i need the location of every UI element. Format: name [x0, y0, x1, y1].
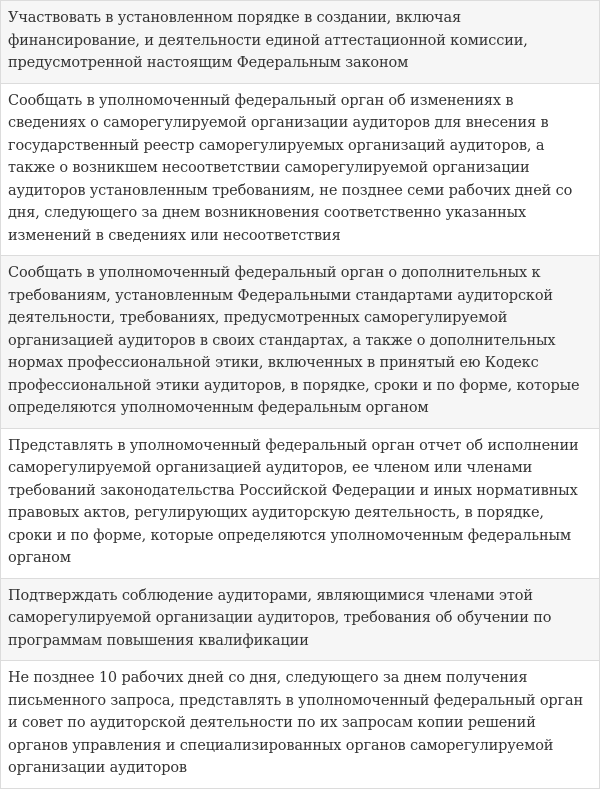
table-cell: Представлять в уполномоченный федеральный орган отчет об исполнении саморегулируемой организацией аудиторов, ее членом или членами требований законодательства Российской Федерации и иных нормативных правовых актов, регулирующих аудиторскую деятельность, в порядке, сроки и по форме, которые определяются уполномоченным федеральным органом	[8, 437, 579, 566]
table-row	[1, 84, 599, 257]
table-cell: Сообщать в уполномоченный федеральный орган о дополнительных к требованиям, установленным Федеральными стандартами аудиторской деятельности, требованиях, предусмотренных саморегулируемой организацией аудиторов в своих стандартах, а также о дополнительных нормах профессиональной этики, включенных в принятый ею Кодекс профессиональной этики аудиторов, в порядке, сроки и по форме, которые определяются уполномоченным федеральным органом	[8, 265, 580, 416]
table-row	[1, 1, 599, 84]
table-row	[1, 661, 599, 789]
table-cell: Участвовать в установленном порядке в создании, включая финансирование, и деятельности единой аттестационной комиссии, предусмотренной настоящим Федеральным законом	[8, 10, 528, 71]
table-cell: Подтверждать соблюдение аудиторами, являющимися членами этой саморегулируемой организации аудиторов, требования об обучении по программам повышения квалификации	[8, 587, 552, 649]
table-row	[1, 256, 599, 429]
table-row	[1, 429, 599, 579]
table-cell: Не позднее 10 рабочих дней со дня, следующего за днем получения письменного запроса, представлять в уполномоченный федеральный орган и совет по аудиторской деятельности по их запросам копии решений органов управления и специализированных органов саморегулируемой организации аудиторов	[8, 670, 583, 776]
table-row	[1, 579, 599, 662]
table-cell: Сообщать в уполномоченный федеральный орган об изменениях в сведениях о саморегулируемой организации аудиторов для внесения в государственный реестр саморегулируемых организаций аудиторов, а также о возникшем несоответствии саморегулируемой организации аудиторов установленным требованиям, не позднее семи рабочих дней со дня, следующего за днем возникновения соответственно указанных изменений в сведениях или несоответствия	[8, 92, 573, 244]
